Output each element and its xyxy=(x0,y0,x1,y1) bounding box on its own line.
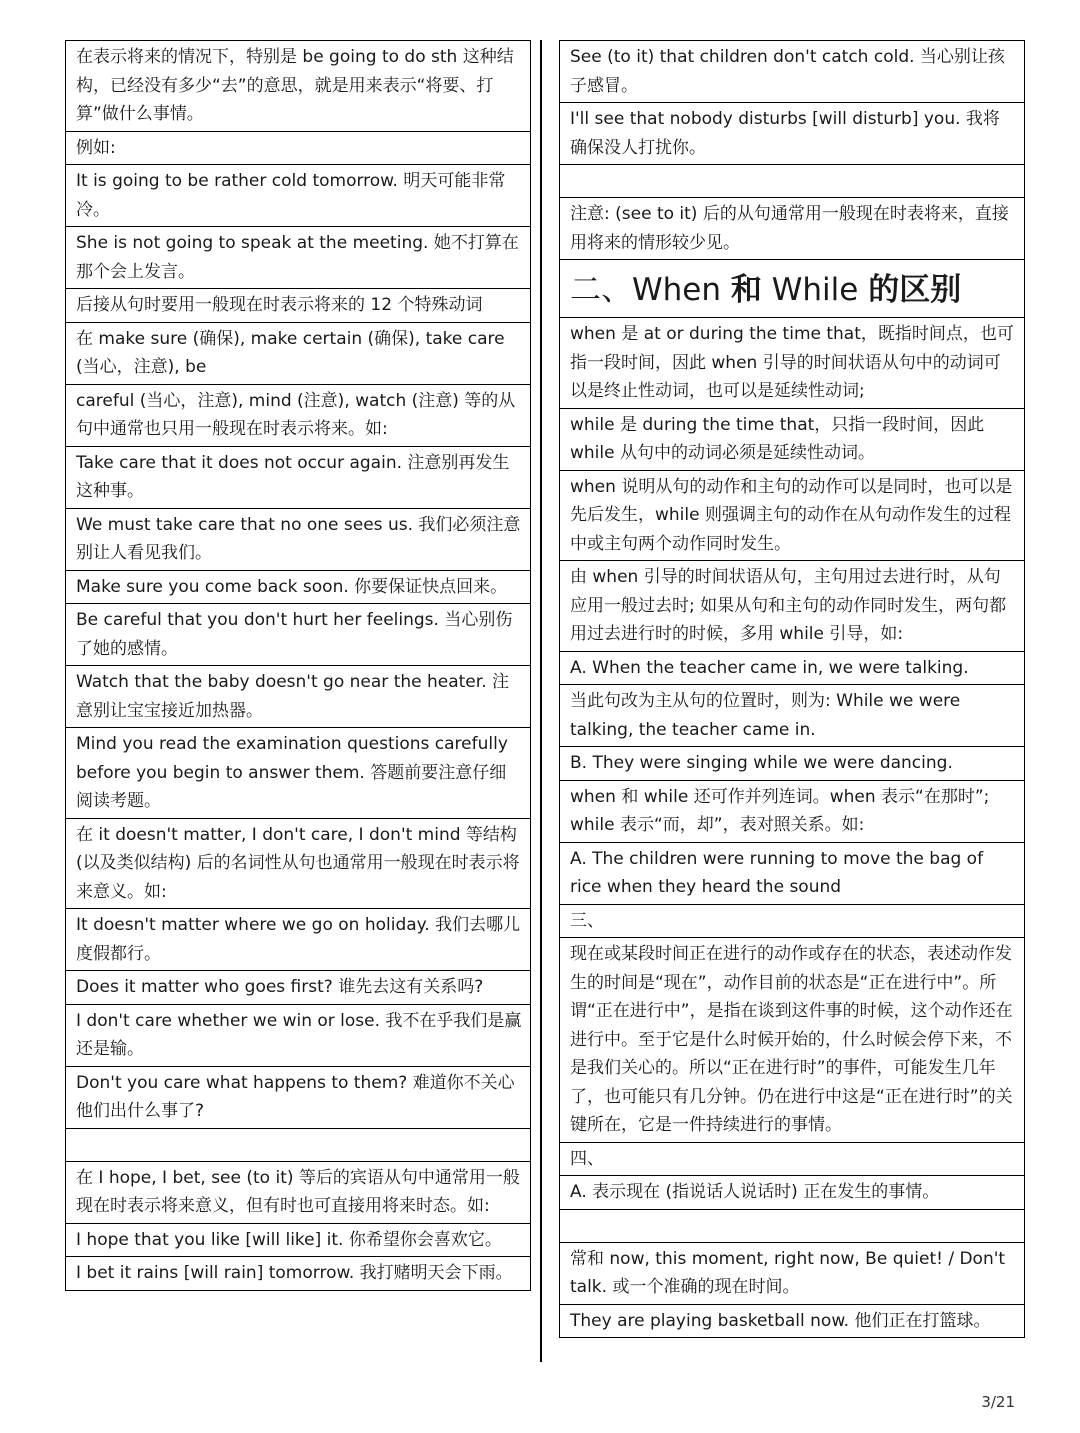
text-row: Does it matter who goes first? 谁先去这有关系吗? xyxy=(66,970,530,1004)
text-row: 在 make sure (确保), make certain (确保), take care (当心，注意), be xyxy=(66,322,530,384)
text-row: while 是 during the time that，只指一段时间，因此 while 从句中的动词必须是延续性动词。 xyxy=(560,408,1024,470)
text-row: when 和 while 还可作并列连词。when 表示“在那时”; while 表示“而，却”，表对照关系。如: xyxy=(560,780,1024,842)
text-row: Make sure you come back soon. 你要保证快点回来。 xyxy=(66,570,530,604)
text-row: It is going to be rather cold tomorrow. 明天可能非常冷。 xyxy=(66,164,530,226)
text-row: I hope that you like [will like] it. 你希望你会喜欢它。 xyxy=(66,1223,530,1257)
text-row: We must take care that no one sees us. 我们必须注意别让人看见我们。 xyxy=(66,508,530,570)
empty-row xyxy=(560,1209,1024,1242)
text-row: when 说明从句的动作和主句的动作可以是同时，也可以是先后发生，while 则强调主句的动作在从句动作发生的过程中或主句两个动作同时发生。 xyxy=(560,470,1024,561)
text-row: careful (当心，注意), mind (注意), watch (注意) 等的从句中通常也只用一般现在时表示将来。如: xyxy=(66,384,530,446)
text-row: 当此句改为主从句的位置时，则为: While we were talking, the teacher came in. xyxy=(560,684,1024,746)
empty-row xyxy=(66,1128,530,1161)
heading-when: When xyxy=(632,272,722,308)
empty-row xyxy=(560,164,1024,197)
text-row: 在 it doesn't matter, I don't care, I don't mind 等结构 (以及类似结构) 后的名词性从句也通常用一般现在时表示将来意义。如: xyxy=(66,818,530,909)
text-row: See (to it) that children don't catch cold. 当心别让孩子感冒。 xyxy=(560,40,1024,102)
text-row: 注意: (see to it) 后的从句通常用一般现在时表将来，直接用将来的情形较少见。 xyxy=(560,197,1024,259)
text-row: A. When the teacher came in, we were talking. xyxy=(560,651,1024,685)
text-row: 四、 xyxy=(560,1142,1024,1176)
text-row: 现在或某段时间正在进行的动作或存在的状态，表述动作发生的时间是“现在”，动作目前的状态是“正在进行中”。所谓“正在进行中”，是指在谈到这件事的时候，这个动作还在进行中。至于它是什么时候开始的，什么时候会停下来，不是我们关心的。所以“正在进行时”的事件，可能发生几年了，也可能只有几分钟。仍在进行中这是“正在进行时”的关键所在，它是一件持续进行的事情。 xyxy=(560,937,1024,1142)
heading-prefix: 二、 xyxy=(570,272,632,308)
text-row: Watch that the baby doesn't go near the heater. 注意别让宝宝接近加热器。 xyxy=(66,665,530,727)
heading-he: 和 xyxy=(730,272,762,308)
text-row: I don't care whether we win or lose. 我不在乎我们是赢还是输。 xyxy=(66,1004,530,1066)
page-number: 3/21 xyxy=(981,1393,1015,1411)
text-row: 三、 xyxy=(560,904,1024,938)
text-row: She is not going to speak at the meeting. 她不打算在那个会上发言。 xyxy=(66,226,530,288)
text-row: 常和 now, this moment, right now, Be quiet! / Don't talk. 或一个准确的现在时间。 xyxy=(560,1242,1024,1304)
text-row: I bet it rains [will rain] tomorrow. 我打赌明天会下雨。 xyxy=(66,1256,530,1290)
text-row: Mind you read the examination questions carefully before you begin to answer them. 答题前要注意仔细阅读考题。 xyxy=(66,727,530,818)
text-row: I'll see that nobody disturbs [will disturb] you. 我将确保没人打扰你。 xyxy=(560,102,1024,164)
text-row: 在表示将来的情况下，特别是 be going to do sth 这种结构，已经没有多少“去”的意思，就是用来表示“将要、打算”做什么事情。 xyxy=(66,40,530,131)
text-row: when 是 at or during the time that，既指时间点，也可指一段时间，因此 when 引导的时间状语从句中的动词可以是终止性动词，也可以是延续性动词; xyxy=(560,317,1024,408)
section-heading xyxy=(560,259,1024,317)
text-row: Don't you care what happens to them? 难道你不关心他们出什么事了? xyxy=(66,1066,530,1128)
text-row: They are playing basketball now. 他们正在打篮球。 xyxy=(560,1304,1024,1338)
heading-while: While xyxy=(771,272,859,308)
text-row: 由 when 引导的时间状语从句，主句用过去进行时，从句应用一般过去时; 如果从句和主句的动作同时发生，两句都用过去进行时的时候，多用 while 引导，如: xyxy=(560,560,1024,651)
text-row: 在 I hope, I bet, see (to it) 等后的宾语从句中通常用一般现在时表示将来意义，但有时也可直接用将来时态。如: xyxy=(66,1161,530,1223)
text-row: Take care that it does not occur again. 注意别再发生这种事。 xyxy=(66,446,530,508)
text-row: A. 表示现在 (指说话人说话时) 正在发生的事情。 xyxy=(560,1175,1024,1209)
column-divider xyxy=(540,40,542,1362)
text-row: 例如: xyxy=(66,131,530,165)
text-row: A. The children were running to move the bag of rice when they heard the sound xyxy=(560,842,1024,904)
text-row: Be careful that you don't hurt her feelings. 当心别伤了她的感情。 xyxy=(66,603,530,665)
text-row: It doesn't matter where we go on holiday. 我们去哪儿度假都行。 xyxy=(66,908,530,970)
right-column xyxy=(559,40,1025,1338)
text-row: B. They were singing while we were dancing. xyxy=(560,746,1024,780)
left-column xyxy=(65,40,531,1291)
text-row: 后接从句时要用一般现在时表示将来的 12 个特殊动词 xyxy=(66,288,530,322)
heading-suffix: 的区别 xyxy=(868,272,962,308)
